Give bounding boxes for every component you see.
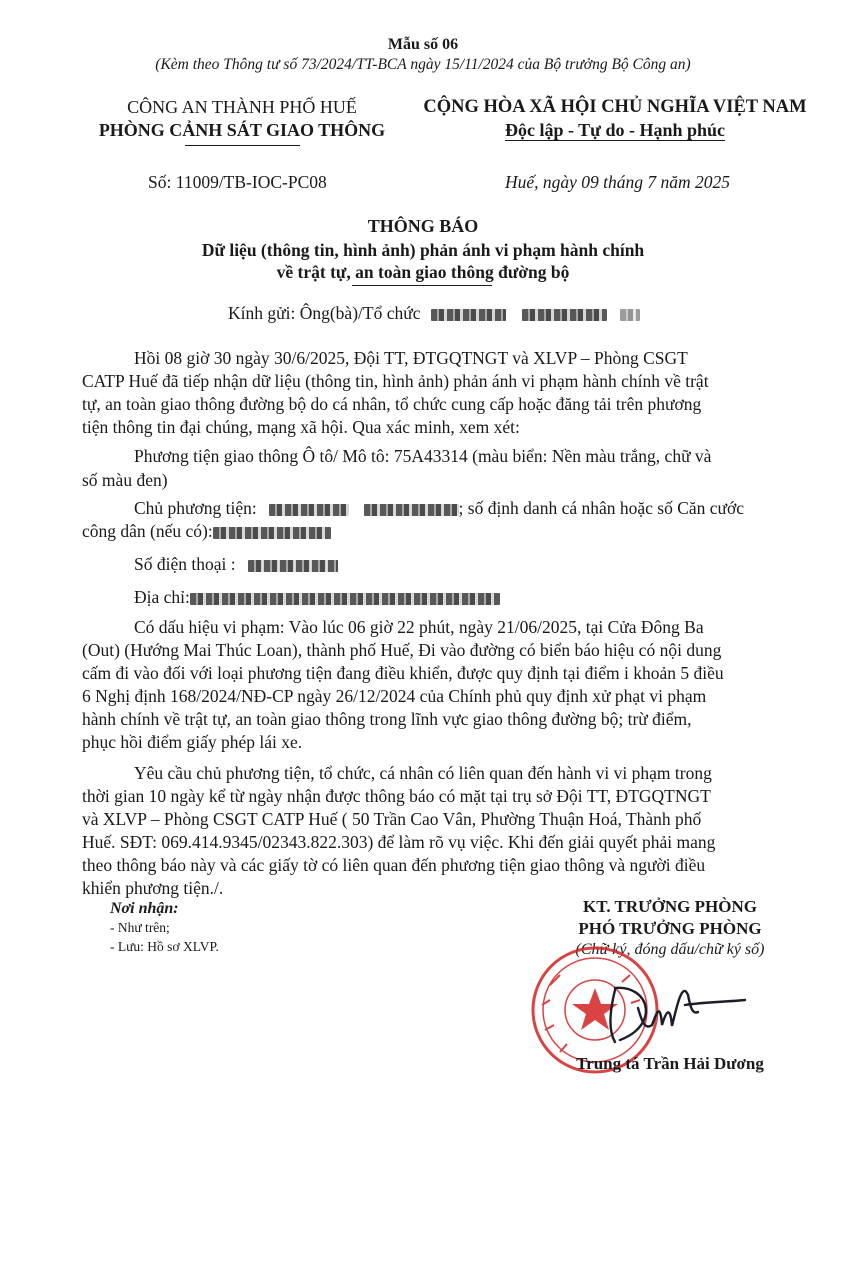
redacted-recipient-name [431, 309, 506, 321]
request-line4: Huế. SĐT: 069.414.9345/02343.822.303) để làm rõ vụ việc. Khi đến giải quyết phải mang [82, 832, 716, 852]
address-line [134, 587, 500, 608]
recipient-label: Kính gửi: Ông(bà)/Tổ chức [228, 303, 421, 323]
redacted-owner-name-2 [364, 504, 459, 516]
vehicle-line1: Phương tiện giao thông Ô tô/ Mô tô: 75A43314 (màu biển: Nền màu trắng, chữ và [134, 446, 712, 466]
address-label: Địa chỉ: [134, 587, 190, 607]
document-number: Số: 11009/TB-IOC-PC08 [148, 172, 327, 192]
id-line [82, 521, 331, 542]
form-number: Mẫu số 06 [387, 36, 459, 53]
redacted-address [190, 593, 500, 605]
body-p1-line1: Hồi 08 giờ 30 ngày 30/6/2025, Đội TT, ĐTGQTNGT và XLVP – Phòng CSGT [134, 348, 688, 368]
violation-line6: phục hồi điểm giấy phép lái xe. [82, 732, 303, 752]
body-p1-line3: tự, an toàn giao thông đường bộ do cá nhân, tổ chức cung cấp hoặc đăng tải trên phương [82, 394, 702, 414]
national-title: CỘNG HÒA XÃ HỘI CHỦ NGHĨA VIỆT NAM [423, 97, 807, 117]
place-date: Huế, ngày 09 tháng 7 năm 2025 [505, 172, 731, 192]
phone-label: Số điện thoại : [134, 554, 236, 574]
owner-label: Chủ phương tiện: [134, 498, 257, 518]
request-line3: và XLVP – Phòng CSGT CATP Huế ( 50 Trần Cao Vân, Phường Thuận Hoá, Thành phố [82, 809, 702, 829]
recipient-line [228, 303, 640, 324]
handwritten-signature-icon [610, 988, 745, 1042]
agency-name: PHÒNG CẢNH SÁT GIAO THÔNG [98, 120, 386, 140]
id-label: công dân (nếu có): [82, 521, 213, 541]
owner-suffix: ; số định danh cá nhân hoặc số Căn cước [458, 498, 745, 518]
signer-name: Trung tá Trần Hải Dương [576, 1054, 764, 1073]
violation-line4: 6 Nghị định 168/2024/NĐ-CP ngày 26/12/2024 của Chính phủ quy định xử phạt vi phạm [82, 686, 707, 706]
owner-line [134, 498, 744, 519]
signature-title-2: PHÓ TRƯỞNG PHÒNG [578, 919, 762, 938]
document-subtitle-2: về trật tự, an toàn giao thông đường bộ [276, 262, 570, 282]
vehicle-line2: số màu đen) [82, 470, 168, 490]
redacted-id-number [213, 527, 331, 539]
document-title: THÔNG BÁO [367, 216, 479, 236]
agency-parent: CÔNG AN THÀNH PHỐ HUẾ [127, 97, 357, 117]
agency-underline [185, 145, 300, 146]
redacted-recipient-name-2 [522, 309, 607, 321]
violation-line3: cấm đi vào đối với loại phương tiện đang điều khiển, được quy định tại điểm i khoản 5 điều [82, 663, 724, 683]
body-p1-line4: tiện thông tin đại chúng, mạng xã hội. Qua xác minh, xem xét: [82, 417, 520, 437]
request-line6: khiển phương tiện./. [82, 878, 224, 898]
request-line1: Yêu cầu chủ phương tiện, tổ chức, cá nhân có liên quan đến hành vi vi phạm trong [134, 763, 712, 783]
redacted-owner-name [269, 504, 349, 516]
phone-line [134, 554, 338, 575]
redacted-recipient-name-3 [620, 309, 640, 321]
violation-line5: hành chính về trật tự, an toàn giao thông trong lĩnh vực giao thông đường bộ; trừ điểm, [82, 709, 692, 729]
violation-line2: (Out) (Hướng Mai Thúc Loan), thành phố Huế, Đi vào đường có biển báo hiệu có nội dung [82, 640, 722, 660]
recipients-item-2: - Lưu: Hồ sơ XLVP. [110, 939, 219, 954]
body-p1-line2: CATP Huế đã tiếp nhận dữ liệu (thông tin, hình ảnh) phản ánh vi phạm hành chính về trật [82, 371, 709, 391]
recipients-title: Nơi nhận: [110, 900, 179, 917]
request-line2: thời gian 10 ngày kể từ ngày nhận được thông báo có mặt tại trụ sở Đội TT, ĐTGQTNGT [82, 786, 711, 806]
document-subtitle-1: Dữ liệu (thông tin, hình ảnh) phản ánh vi phạm hành chính [201, 240, 645, 260]
recipients-item-1: - Như trên; [110, 920, 170, 935]
violation-line1: Có dấu hiệu vi phạm: Vào lúc 06 giờ 22 phút, ngày 21/06/2025, tại Cửa Đông Ba [134, 617, 704, 637]
signature-note: (Chữ ký, đóng dấu/chữ ký số) [575, 941, 765, 958]
national-motto: Độc lập - Tự do - Hạnh phúc [504, 120, 726, 140]
form-attachment-note: (Kèm theo Thông tư số 73/2024/TT-BCA ngày 15/11/2024 của Bộ trưởng Bộ Công an) [155, 56, 691, 73]
request-line5: theo thông báo này và các giấy tờ có liên quan đến phương tiện giao thông và người điều [82, 855, 706, 875]
signature-title-1: KT. TRƯỞNG PHÒNG [583, 897, 757, 916]
title-underline [352, 285, 492, 286]
redacted-phone-number [248, 560, 338, 572]
